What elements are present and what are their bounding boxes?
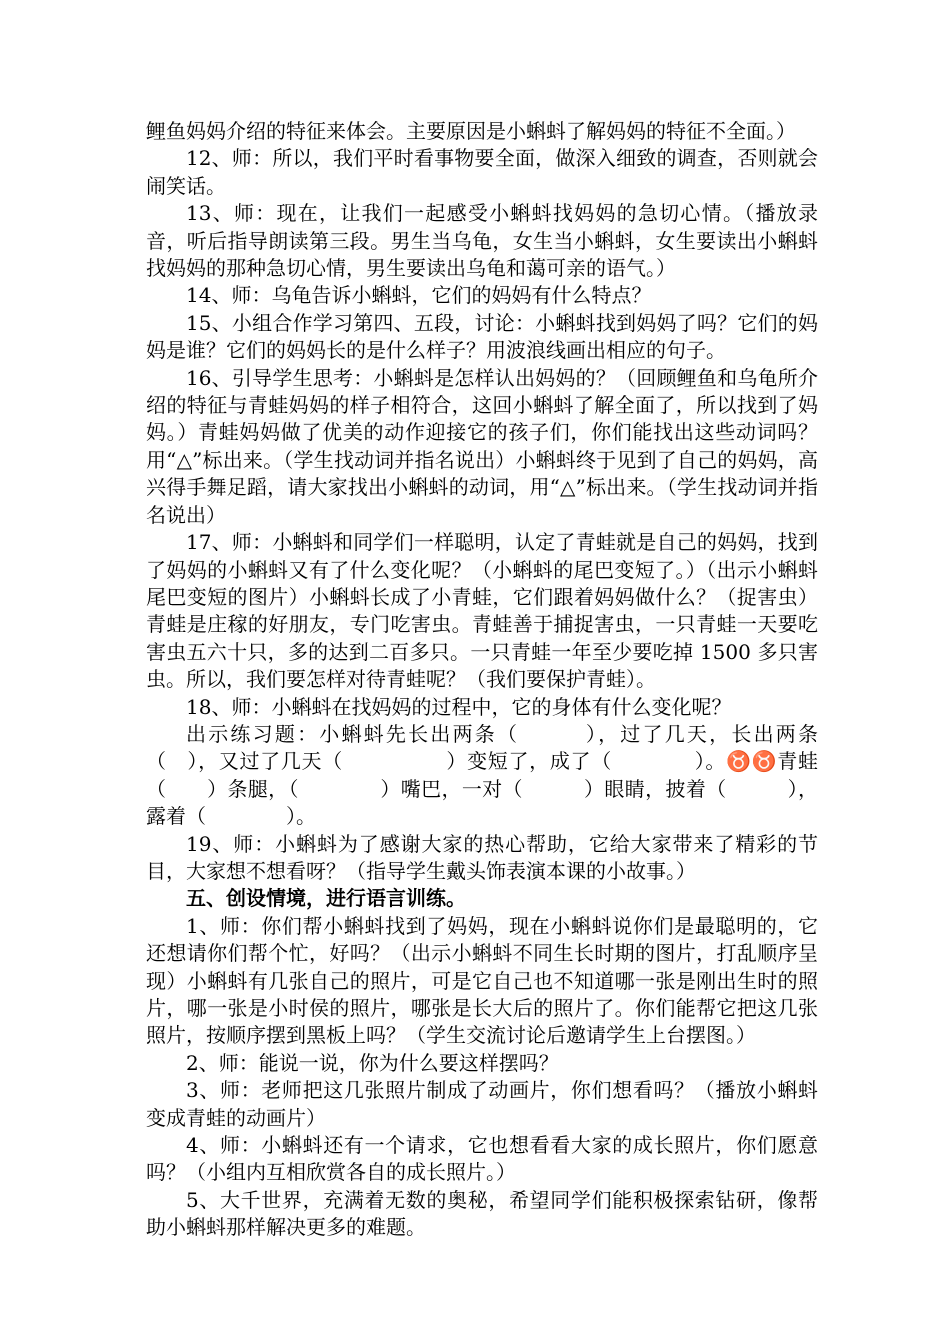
item-1: 1、师：你们帮小蝌蚪找到了妈妈，现在小蝌蚪说你们是最聪明的，它还想请你们帮个忙，好吗？（出示小蝌蚪不同生长时期的图片，打乱顺序呈现）小蝌蚪有几张自己的照片，可是它自己也不知道哪一张是刚出生时的照片，哪一张是小时侯的照片，哪张是长大后的照片了。你们能帮它把这几张照片，按顺序摆到黑板上吗？（学生交流讨论后邀请学生上台摆图。）: [146, 913, 818, 1048]
paragraph-13: 13、师：现在，让我们一起感受小蝌蚪找妈妈的急切心情。（播放录音，听后指导朗读第三段。男生当乌龟，女生当小蝌蚪，女生要读出小蝌蚪找妈妈的那种急切心情，男生要读出乌龟和蔼可亲的语气。）: [146, 201, 818, 281]
item-4: 4、师：小蝌蚪还有一个请求，它也想看看大家的成长照片，你们愿意吗？（小组内互相欣赏各自的成长照片。）: [146, 1133, 818, 1185]
paragraph-19: 19、师：小蝌蚪为了感谢大家的热心帮助，它给大家带来了精彩的节目，大家想不想看呀？（指导学生戴头饰表演本课的小故事。）: [146, 831, 818, 883]
document-body: [146, 118, 818, 1242]
exercise-paragraph: 出示练习题：小蝌蚪先长出两条（ ），过了几天，长出两条（ ），又过了几天（ ）变短了，成了（ ）。♉♉青蛙（ ）条腿，（ ）嘴巴，一对（ ）眼睛，披着（ ），露着（ ）。: [146, 721, 818, 829]
paragraph-17: 17、师：小蝌蚪和同学们一样聪明，认定了青蛙就是自己的妈妈，找到了妈妈的小蝌蚪又有了什么变化呢？（小蝌蚪的尾巴变短了。）（出示小蝌蚪尾巴变短的图片）小蝌蚪长成了小青蛙，它们跟着妈妈做什么？（捉害虫）青蛙是庄稼的好朋友，专门吃害虫。青蛙善于捕捉害虫，一只青蛙一天要吃害虫五六十只，多的达到二百多只。一只青蛙一年至少要吃掉 1500 多只害虫。所以，我们要怎样对待青蛙呢？（我们要保护青蛙）。: [146, 530, 818, 692]
paragraph-12: 12、师：所以，我们平时看事物要全面，做深入细致的调查，否则就会闹笑话。: [146, 146, 818, 198]
paragraph-16: 16、引导学生思考：小蝌蚪是怎样认出妈妈的？（回顾鲤鱼和乌龟所介绍的特征与青蛙妈妈的样子相符合，这回小蝌蚪了解全面了，所以找到了妈妈。）青蛙妈妈做了优美的动作迎接它的孩子们，你们能找出这些动词吗？用“△”标出来。（学生找动词并指名说出）小蝌蚪终于见到了自己的妈妈，高兴得手舞足蹈，请大家找出小蝌蚪的动词，用“△”标出来。（学生找动词并指名说出）: [146, 365, 818, 527]
item-5: 5、大千世界，充满着无数的奥秘，希望同学们能积极探索钻研，像帮助小蝌蚪那样解决更多的难题。: [146, 1187, 818, 1240]
section-heading-5: 五、创设情境，进行语言训练。: [186, 886, 466, 911]
paragraph-continuation: 鲤鱼妈妈介绍的特征来体会。主要原因是小蝌蚪了解妈妈的特征不全面。）: [146, 119, 796, 143]
paragraph-14: 14、师：乌龟告诉小蝌蚪，它们的妈妈有什么特点？: [186, 283, 652, 308]
item-2: 2、师：能说一说，你为什么要这样摆吗？: [186, 1050, 559, 1075]
item-3: 3、师：老师把这几张照片制成了动画片，你们想看吗？（播放小蝌蚪变成青蛙的动画片）: [146, 1078, 818, 1130]
paragraph-18: 18、师：小蝌蚪在找妈妈的过程中，它的身体有什么变化呢？: [186, 694, 732, 719]
paragraph-15: 15、小组合作学习第四、五段，讨论：小蝌蚪找到妈妈了吗？它们的妈妈是谁？它们的妈妈长的是什么样子？用波浪线画出相应的句子。: [146, 310, 818, 363]
